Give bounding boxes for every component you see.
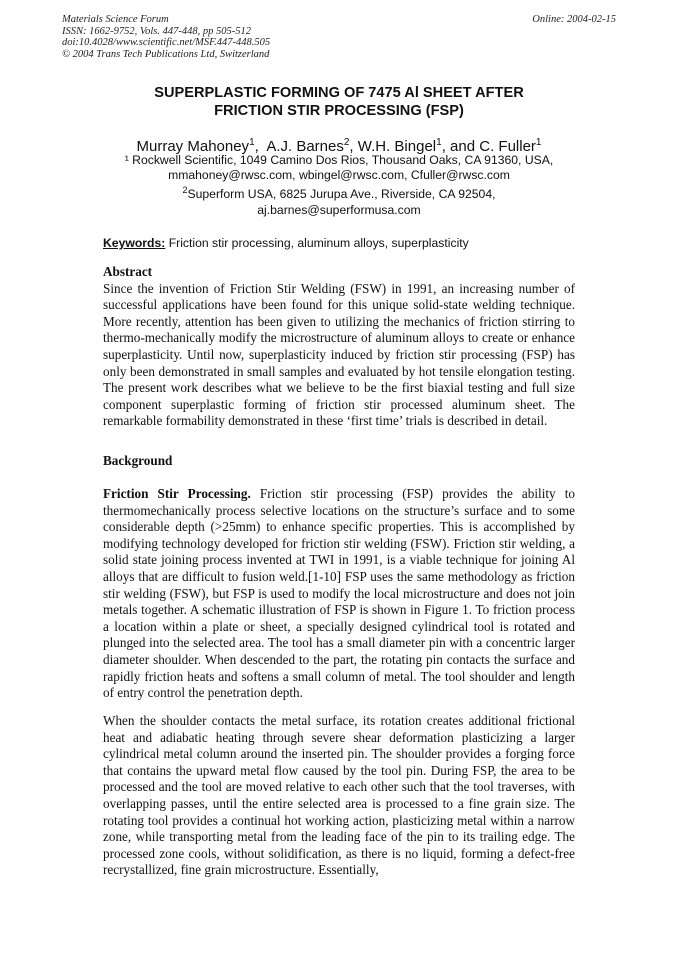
abstract-heading: Abstract — [103, 264, 153, 279]
keywords-text: Friction stir processing, aluminum alloys, superplasticity — [165, 236, 469, 250]
author-name: A.J. Barnes — [266, 138, 344, 155]
background-paragraph-1 — [103, 486, 575, 702]
author-affil-mark: 1 — [436, 137, 442, 148]
affil-mark: 2 — [182, 185, 188, 196]
email-line: mmahoney@rwsc.com, wbingel@rwsc.com, Cfuller@rwsc.com — [168, 168, 510, 183]
title-line-1: SUPERPLASTIC FORMING OF 7475 Al SHEET AFTER — [154, 85, 524, 101]
paper-title — [0, 84, 678, 120]
doi-line: doi:10.4028/www.scientific.net/MSF.447-448.505 — [62, 37, 271, 48]
abstract-section — [103, 264, 575, 430]
journal-name: Materials Science Forum — [62, 14, 169, 25]
paragraph-text: When the shoulder contacts the metal surface, its rotation creates additional frictional heat and adiabatic heating through severe shear deformation plasticizing a larger cylindrical metal column around the inserted pin. The shoulder provides a forging force that contains the upward metal flow caused by the tool pin. During FSP, the area to be processed and the tool are moved relative to each other such that the tool traverses, with overlapping passes, until the entire selected area is processed to a fine grain size. The rotating tool provides a continual hot working action, plasticizing metal within a narrow zone, while transporting metal from the leading face of the pin to its trailing edge. The processed zone cools, without solidification, as there is no liquid, forming a defect-free recrystallized, fine grain microstructure. Essentially, — [103, 713, 575, 878]
email-line: aj.barnes@superformusa.com — [257, 202, 421, 217]
author-list: Murray Mahoney$^1$, A.J. Barnes$^2$, W.H. Bingel$^1$, and C. Fuller$^1$ — [136, 137, 542, 155]
author-name: W.H. Bingel — [357, 138, 437, 155]
paragraph-text: Friction stir processing (FSP) provides the ability to thermomechanically process selective locations on the structure’s surface and to some considerable depth (>25mm) to enhance specific properties. This is accomplished by modifying technology developed for friction stir welding (FSW). Friction stir welding, a solid state joining process invented at TWI in 1991, is a viable technique for joining Al alloys that are difficult to fusion weld.[1-10] FSP uses the same methodology as friction stir welding (FSW), but FSP is used to modify the local microstructure and does not join metals together. A schematic illustration of FSP is shown in Figure 1. To friction process a location within a plate or sheet, a specially designed cylindrical tool is rotated and plunged into the selected area. The tool has a small diameter pin with a concentric larger diameter shoulder. When descended to the part, the rotating pin contacts the surface and rapidly friction heats and softens a small column of metal. The tool shoulder and length of entry control the penetration depth. — [103, 486, 575, 701]
issn-line: ISSN: 1662-9752, Vols. 447-448, pp 505-512 — [62, 25, 251, 37]
publication-header — [62, 14, 270, 60]
title-line-2: FRICTION STIR PROCESSING (FSP) — [214, 103, 464, 119]
keywords-label: Keywords: — [103, 236, 166, 250]
author-affil-mark: 1 — [535, 137, 542, 148]
background-heading-block — [103, 453, 575, 470]
author-affil-mark: 2 — [343, 137, 350, 148]
copyright-line: © 2004 Trans Tech Publications Ltd, Switzerland — [62, 48, 270, 60]
keywords — [103, 236, 469, 251]
author-affil-mark: 1 — [249, 137, 255, 148]
background-heading: Background — [103, 453, 173, 468]
affiliation-line: ¹ Rockwell Scientific, 1049 Camino Dos Rios, Thousand Oaks, CA 91360, USA, — [124, 153, 554, 167]
online-date: Online: 2004-02-15 — [532, 14, 616, 25]
abstract-text: Since the invention of Friction Stir Welding (FSW) in 1991, an increasing number of successful applications have been found for this unique solid-state welding technique. More recently, attention has been given to utilizing the mechanics of friction stirring to thermo-mechanically modify the microstructure of aluminum alloys to create or enhance superplasticity. Until now, superplasticity induced by friction stir processing (FSP) has only been demonstrated in small samples and evaluated by hot tensile elongation testing. The present work describes what we believe to be the first biaxial testing and full size component superplastic forming of friction stir processed aluminum sheet. The remarkable formability demonstrated in these ‘first time’ trials is described in detail. — [103, 280, 575, 429]
author-name: C. Fuller — [479, 138, 536, 155]
author-name: Murray Mahoney — [136, 138, 250, 155]
fsp-subheading: Friction Stir Processing. — [103, 486, 251, 501]
affiliation-line: $^2$Superform USA, 6825 Jurupa Ave., Riverside, CA 92504, — [182, 185, 496, 202]
background-paragraph-2 — [103, 713, 575, 879]
affiliations — [0, 153, 678, 218]
